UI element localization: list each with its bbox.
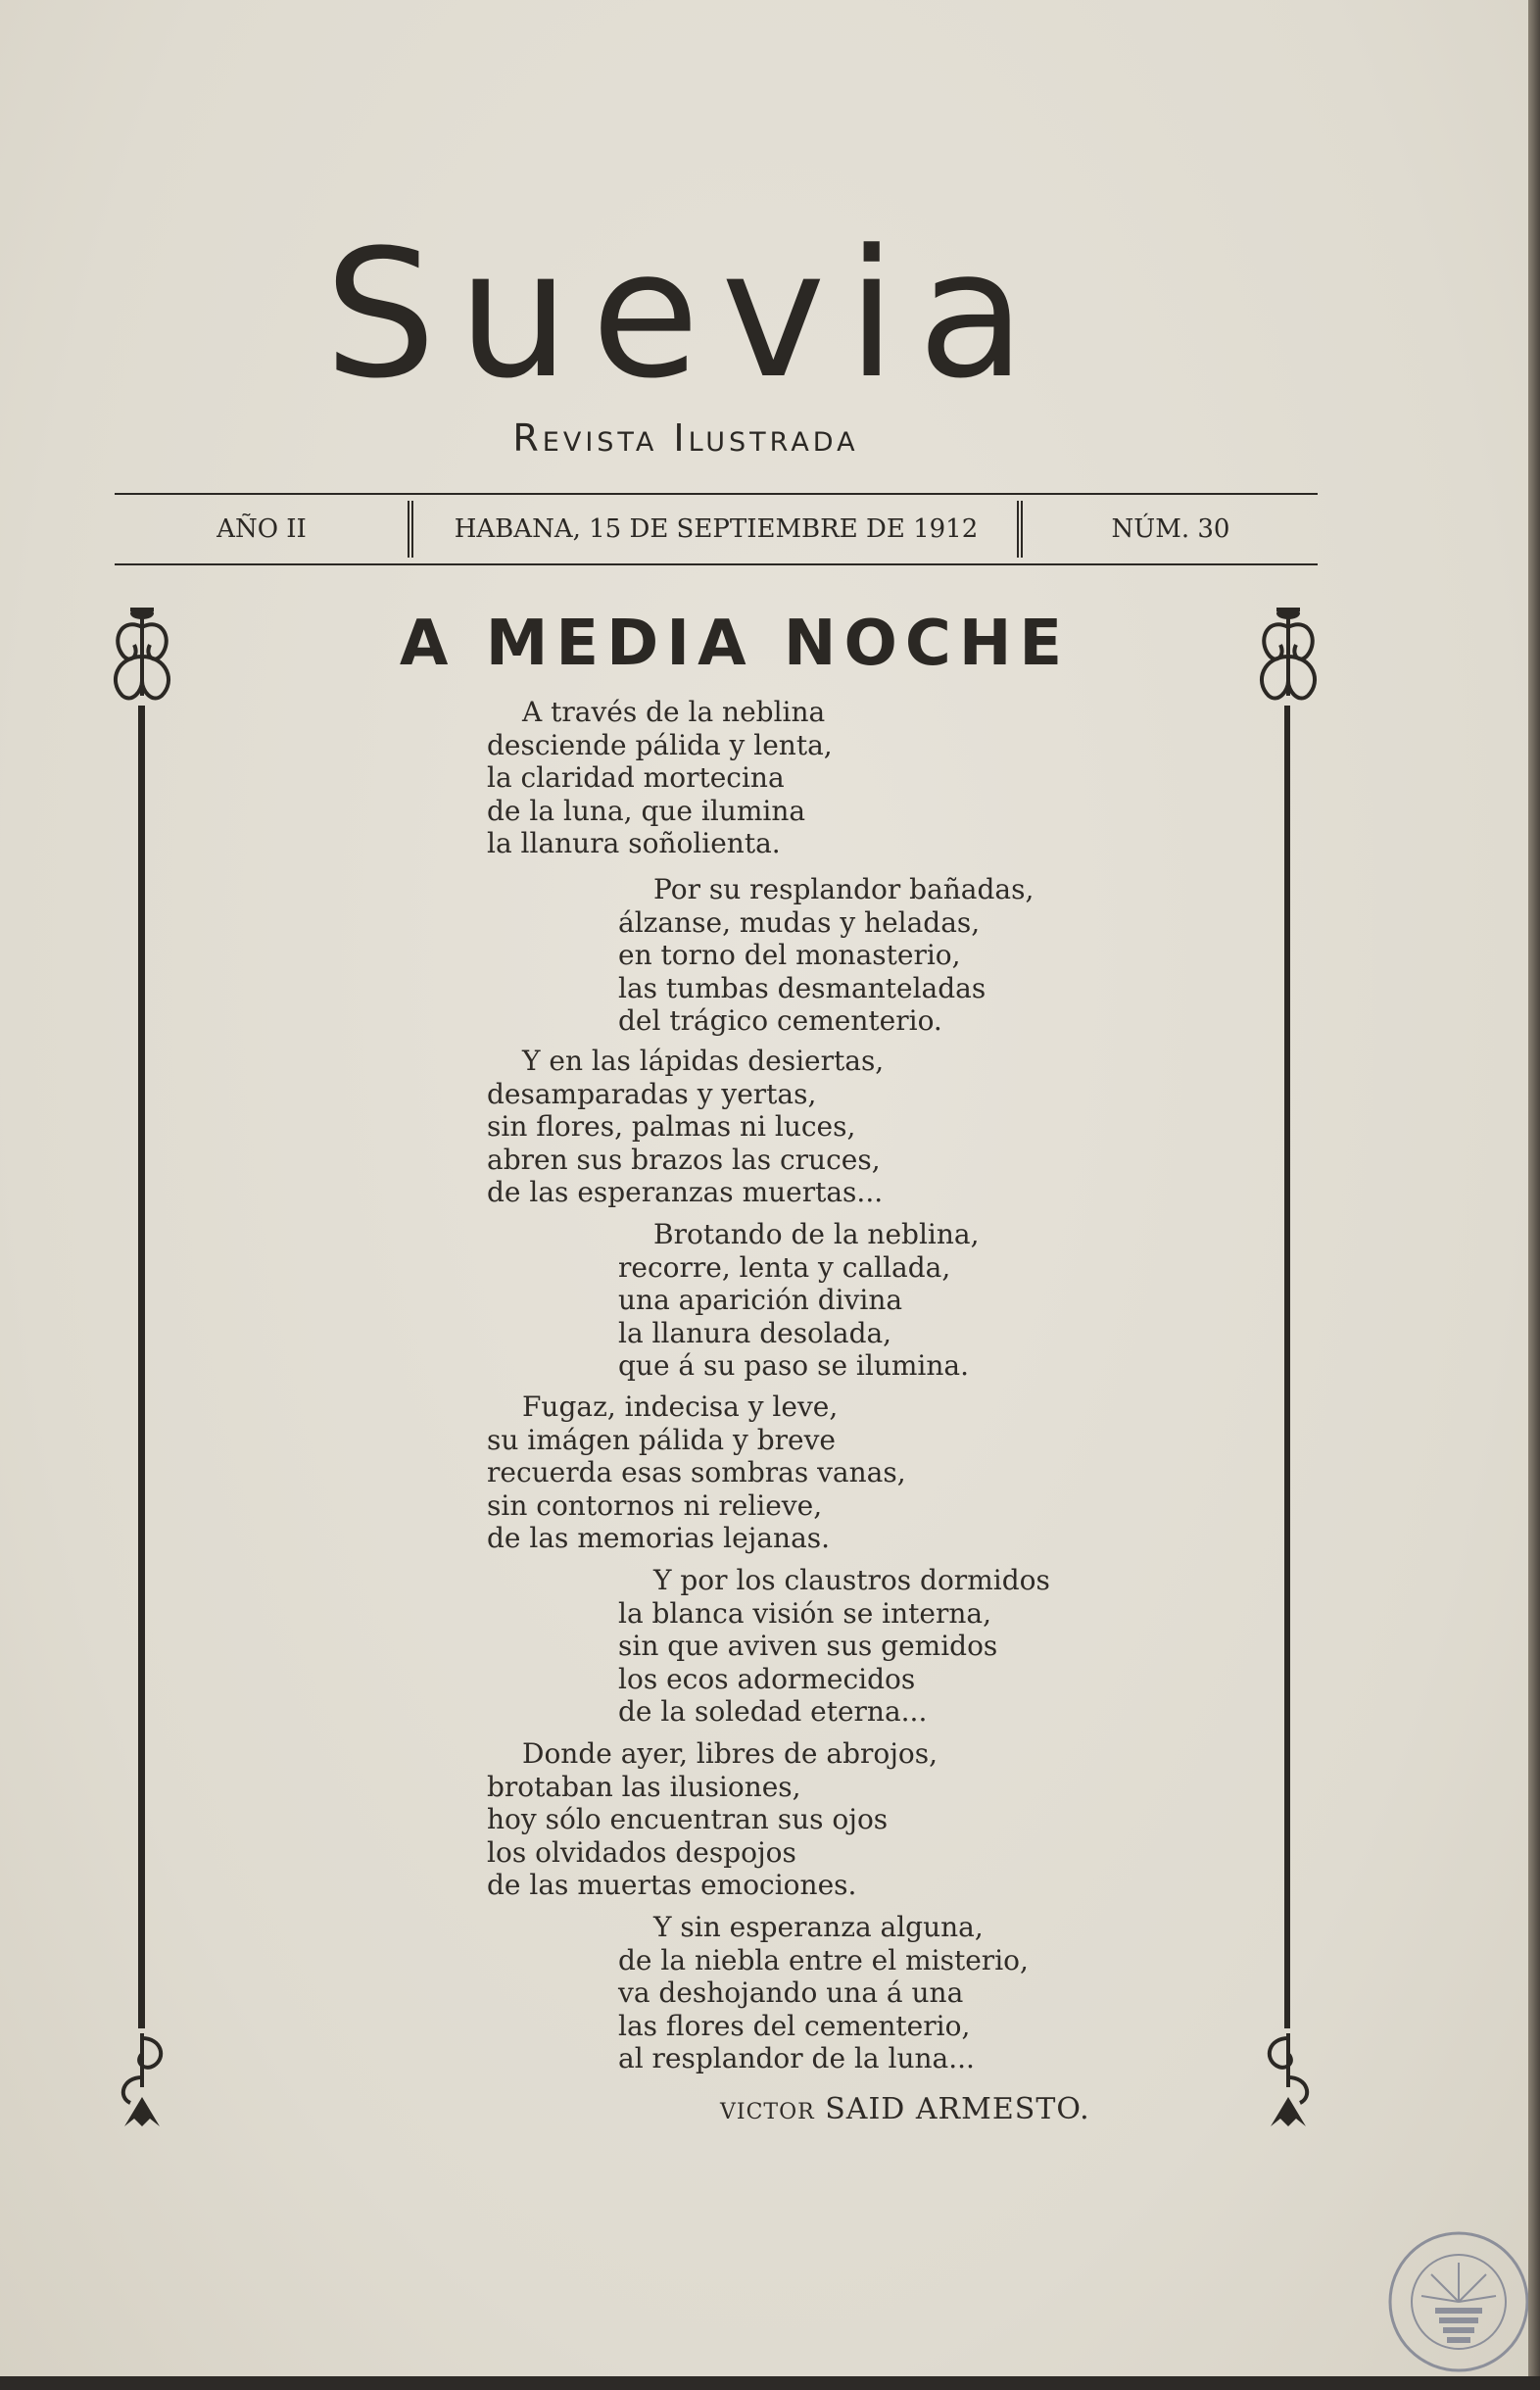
verse-line: al resplandor de la luna... [618, 2042, 975, 2074]
poem-author [720, 2092, 1090, 2126]
info-bar-bottom-rule [115, 563, 1318, 565]
poem-title: A MEDIA NOCHE [399, 608, 1071, 680]
book-spine-edge [1528, 0, 1540, 2390]
verse-line: una aparición divina [618, 1284, 903, 1316]
verse-line: la llanura soñolienta. [487, 827, 781, 859]
verse-line: que á su paso se ilumina. [618, 1349, 969, 1382]
verse-line: va deshojando una á una [618, 1976, 964, 2009]
verse-line: los ecos adormecidos [618, 1662, 916, 1695]
verse-line: brotaban las ilusiones, [487, 1770, 801, 1803]
verse-line: la llanura desolada, [618, 1316, 892, 1349]
verse-line: en torno del monasterio, [618, 939, 961, 971]
verse-line: de la soledad eterna... [618, 1695, 928, 1728]
issue-number: NÚM. 30 [1111, 514, 1230, 544]
verse-line: de las esperanzas muertas... [487, 1176, 884, 1208]
verse-line: sin contornos ni relieve, [487, 1488, 823, 1522]
verse-line: las flores del cementerio, [618, 2009, 971, 2042]
verse-line: Y sin esperanza alguna, [653, 1911, 984, 1943]
left-ornamental-border [103, 598, 181, 2136]
issue-place-date: HABANA, 15 DE SEPTIEMBRE DE 1912 [454, 514, 979, 544]
verse-line: los olvidados despojos [487, 1835, 796, 1869]
verse-line: sin que aviven sus gemidos [618, 1630, 998, 1662]
verse-line: Donde ayer, libres de abrojos, [522, 1737, 938, 1770]
verse-line: desciende pálida y lenta, [487, 728, 833, 761]
verse-line: su imágen pálida y breve [487, 1423, 836, 1456]
verse-line: Fugaz, indecisa y leve, [522, 1390, 839, 1423]
verse-line: hoy sólo encuentran sus ojos [487, 1803, 889, 1835]
masthead-subtitle: Revista Ilustrada [512, 416, 859, 460]
info-bar [115, 495, 1318, 563]
stanza-7 [487, 1737, 938, 1902]
stanza-8 [618, 1911, 1029, 2075]
verse-line: recorre, lenta y callada, [618, 1250, 951, 1284]
verse-line: de la niebla entre el misterio, [618, 1943, 1029, 1976]
verse-line: recuerda esas sombras vanas, [487, 1456, 906, 1488]
library-seal-stamp [1386, 2229, 1531, 2374]
issue-year: AÑO II [217, 514, 307, 544]
verse-line: Por su resplandor bañadas, [653, 873, 1035, 905]
verse-line: las tumbas desmanteladas [618, 971, 987, 1004]
stanza-1 [487, 696, 833, 860]
scan-bottom-edge [0, 2376, 1540, 2390]
right-ornamental-border [1249, 598, 1327, 2136]
verse-line: del trágico cementerio. [618, 1004, 942, 1037]
stanza-3 [487, 1045, 884, 1209]
verse-line: Y en las lápidas desiertas, [522, 1045, 885, 1077]
verse-line: de las memorias lejanas. [487, 1522, 831, 1554]
author-first-name: VICTOR [720, 2100, 815, 2124]
masthead-title: Suevia [324, 213, 1047, 417]
verse-line: de la luna, que ilumina [487, 794, 806, 827]
verse-line: de las muertas emociones. [487, 1869, 857, 1901]
verse-line: Brotando de la neblina, [653, 1218, 980, 1250]
verse-line: la blanca visión se interna, [618, 1596, 991, 1630]
verse-line: la claridad mortecina [487, 761, 785, 794]
stanza-2 [618, 873, 1034, 1038]
verse-line: Y por los claustros dormidos [653, 1564, 1050, 1596]
verse-line: desamparadas y yertas, [487, 1077, 817, 1110]
author-last-name: SAID ARMESTO. [825, 2092, 1090, 2126]
verse-line: A través de la neblina [522, 696, 826, 728]
verse-line: álzanse, mudas y heladas, [618, 905, 981, 939]
verse-line: abren sus brazos las cruces, [487, 1143, 881, 1176]
stanza-6 [618, 1564, 1050, 1729]
verse-line: sin flores, palmas ni luces, [487, 1110, 856, 1143]
info-bar-divider [1017, 501, 1023, 558]
stanza-5 [487, 1390, 906, 1555]
stanza-4 [618, 1218, 980, 1383]
